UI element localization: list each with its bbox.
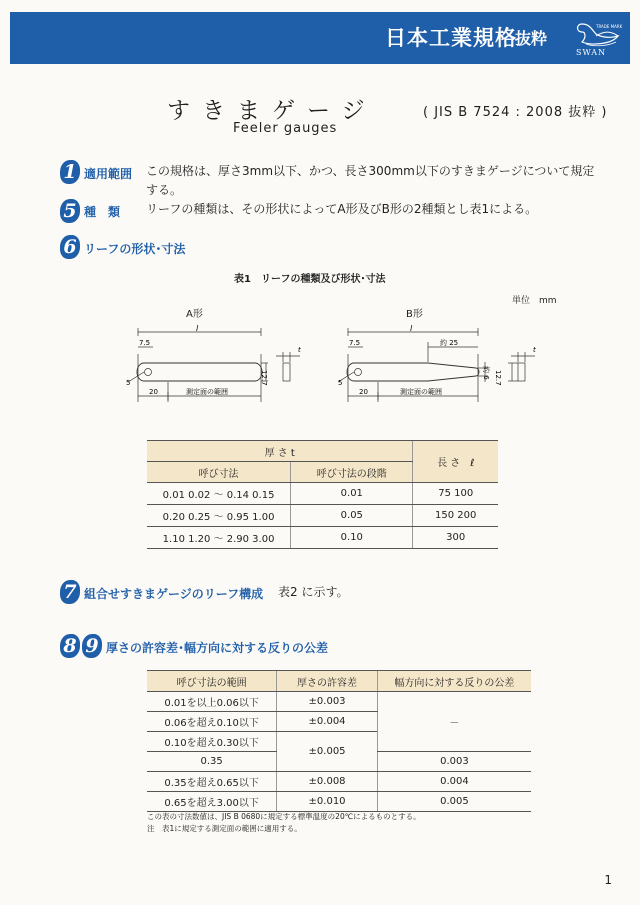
header-title: 日本工業規格 — [385, 26, 517, 50]
t2-range: 0.35 — [147, 752, 277, 772]
shape-b-label: B形 — [406, 309, 423, 320]
section-number-6: 6 — [60, 235, 80, 259]
jis-reference: ( JIS B 7524 : 2008 抜粋 ) — [423, 105, 608, 120]
section-number-7: 7 — [60, 580, 80, 604]
dim-b-127: 12.7 — [494, 370, 502, 386]
dim-b-75: 7.5 — [349, 339, 361, 347]
combo-label: 組合せすきまゲージのリーフ構成 — [84, 587, 264, 601]
dim-b-25: 約 25 — [440, 339, 459, 347]
dim-b-5: 5 — [338, 379, 343, 387]
t2-tol: ±0.004 — [277, 712, 378, 732]
table-row — [147, 692, 531, 712]
table-row — [147, 483, 498, 505]
t2-range: 0.10を超え0.30以下 — [147, 732, 277, 752]
table1-caption: 表1 リーフの種類及び形状･寸法 — [234, 274, 386, 285]
t2-range: 0.65を超え3.00以下 — [147, 792, 277, 812]
dim-a-5: 5 — [126, 379, 131, 387]
tolerance-label: 厚さの許容差･幅方向に対する反りの公差 — [106, 641, 329, 655]
section-number-1: 1 — [60, 160, 80, 184]
table-row — [147, 505, 498, 527]
t1-nominal: 1.10 1.20 ～ 2.90 3.00 — [147, 527, 291, 549]
header-subtitle: 抜粋 — [515, 29, 548, 48]
t1-length: 150 200 — [413, 505, 498, 527]
t2-header-warp: 幅方向に対する反りの公差 — [377, 671, 531, 692]
dim-b-t: t — [533, 346, 536, 354]
t1-length: 75 100 — [413, 483, 498, 505]
t2-range: 0.06を超え0.10以下 — [147, 712, 277, 732]
table-row — [147, 792, 531, 812]
t1-nominal: 0.20 0.25 ～ 0.95 1.00 — [147, 505, 291, 527]
combo-text: 表2 に示す。 — [278, 585, 349, 599]
scope-text-line2: する。 — [146, 183, 183, 197]
dim-b-range: 測定面の範囲 — [400, 388, 442, 396]
logo-text: SWAN — [576, 48, 607, 57]
page-title: すきまゲージ — [167, 98, 377, 124]
section-number-9: 9 — [82, 634, 102, 658]
dim-a-l: l — [196, 324, 199, 333]
t1-step: 0.05 — [291, 505, 413, 527]
logo-trademark: TRADE MARK — [596, 24, 623, 29]
shape-b-diagram — [338, 322, 558, 407]
page-number: 1 — [604, 873, 612, 887]
t2-tol: ±0.008 — [277, 772, 378, 792]
dim-a-75: 7.5 — [139, 339, 151, 347]
table-row — [147, 527, 498, 549]
shape-label: リーフの形状･寸法 — [84, 242, 186, 256]
t2-range: 0.35を超え0.65以下 — [147, 772, 277, 792]
types-label: 種 類 — [84, 205, 121, 219]
dim-b-20: 20 — [359, 388, 368, 396]
types-text: リーフの種類は、その形状によってA形及びB形の2種類とし表1による。 — [146, 202, 538, 216]
t2-range: 0.01を以上0.06以下 — [147, 692, 277, 712]
scope-text-line1: この規格は、厚さ3mm以下、かつ、長さ300mm以下のすきまゲージについて規定 — [146, 164, 595, 178]
table1 — [147, 440, 498, 549]
english-title: Feeler gauges — [233, 121, 338, 136]
t2-header-tol: 厚さの許容差 — [277, 671, 378, 692]
t1-nominal: 0.01 0.02 ～ 0.14 0.15 — [147, 483, 291, 505]
dim-a-t: t — [298, 346, 301, 354]
dim-a-20: 20 — [149, 388, 158, 396]
t1-step: 0.10 — [291, 527, 413, 549]
t2-warp: 0.003 — [377, 752, 531, 772]
t2-warp: 0.004 — [377, 772, 531, 792]
shape-a-label: A形 — [186, 309, 203, 320]
t1-header-length: 長 さ ℓ — [413, 441, 498, 483]
t2-tol: ±0.005 — [277, 732, 378, 772]
t2-warp: － — [377, 692, 531, 752]
t1-length: 300 — [413, 527, 498, 549]
shape-a-diagram — [118, 322, 318, 407]
header-banner — [10, 12, 630, 64]
t1-header-thickness: 厚 さ t — [147, 441, 413, 462]
section-number-5: 5 — [60, 199, 80, 223]
note-line2: 注 表1に規定する測定面の範囲に適用する。 — [147, 824, 302, 833]
t1-step: 0.01 — [291, 483, 413, 505]
section-number-8: 8 — [60, 634, 80, 658]
t2-header-range: 呼び寸法の範囲 — [147, 671, 277, 692]
table1-unit: 単位 mm — [512, 296, 557, 306]
table2 — [147, 670, 531, 812]
dim-b-6: 約 6 — [482, 366, 490, 380]
t1-header-nominal: 呼び寸法 — [147, 462, 291, 483]
t2-tol: ±0.003 — [277, 692, 378, 712]
dim-b-l: l — [410, 324, 413, 333]
dim-a-range: 測定面の範囲 — [186, 388, 228, 396]
t1-header-step: 呼び寸法の段階 — [291, 462, 413, 483]
scope-label: 適用範囲 — [84, 167, 133, 181]
dim-a-127: 12.7 — [260, 370, 268, 386]
table-row — [147, 772, 531, 792]
note-line1: この表の寸法数値は、JIS B 0680に規定する標準温度の20℃によるものとする。 — [147, 812, 421, 821]
t2-warp: 0.005 — [377, 792, 531, 812]
t2-tol: ±0.010 — [277, 792, 378, 812]
